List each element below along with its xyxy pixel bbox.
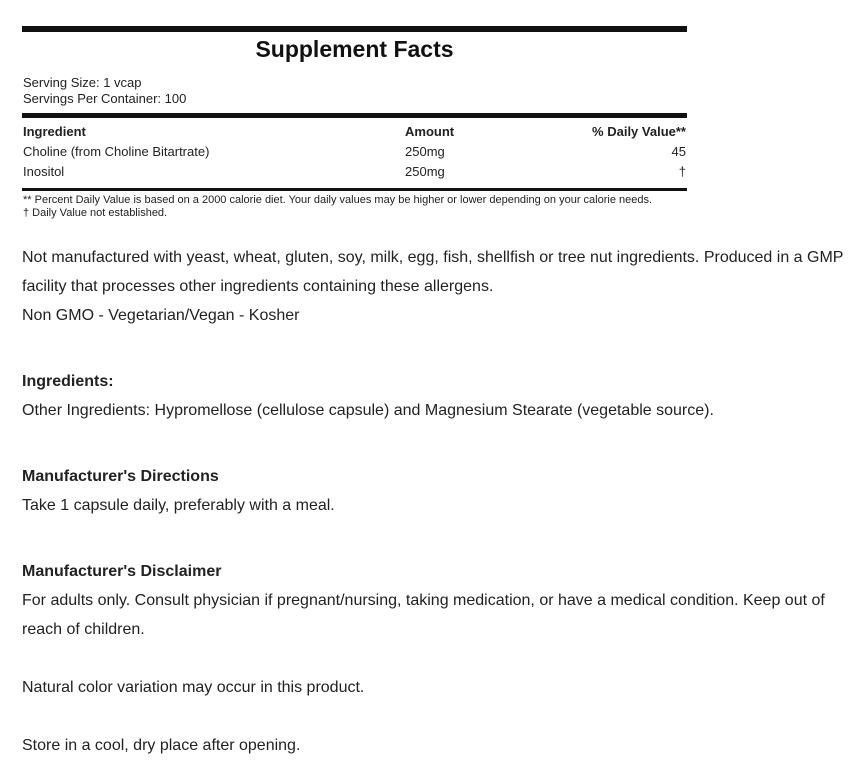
ingredients-heading: Ingredients: [22,373,114,390]
disclaimer-heading: Manufacturer's Disclaimer [22,563,222,580]
facts-table-header-row [22,122,687,142]
supplement-facts-panel [22,26,687,220]
ingredient-cell: Choline (from Choline Bitartrate) [23,144,210,159]
serving-size: Serving Size: 1 vcap [23,75,142,90]
product-details [22,243,852,760]
daily-value-cell: 45 [671,144,686,159]
header-rule [22,113,687,118]
table-row [22,142,687,162]
facts-table [22,122,687,182]
dagger-footnote: † Daily Value not established. [23,207,168,219]
daily-value-cell: † [678,164,686,179]
amount-cell: 250mg [405,164,445,179]
amount-column-header: Amount [405,124,455,139]
daily-value-footnote: ** Percent Daily Value is based on a 2000 calorie diet. Your daily values may be higher or lower depending on your calorie needs. [23,194,653,206]
servings-per-container: Servings Per Container: 100 [23,91,187,106]
color-variation-note: Natural color variation may occur in this product. [22,679,365,696]
ingredient-cell: Inositol [23,164,65,179]
facts-title: Supplement Facts [255,36,454,62]
footer-rule [22,188,687,191]
table-row [22,162,687,182]
storage-note: Store in a cool, dry place after opening. [22,737,301,754]
daily-value-column-header: % Daily Value** [592,124,686,139]
ingredient-column-header: Ingredient [23,124,86,139]
directions-heading: Manufacturer's Directions [22,468,219,485]
amount-cell: 250mg [405,144,445,159]
ingredients-text: Other Ingredients: Hypromellose (cellulose capsule) and Magnesium Stearate (vegetable source). [22,402,714,419]
allergen-statement: Not manufactured with yeast, wheat, gluten, soy, milk, egg, fish, shellfish or tree nut ingredients. Produced in a GMP facility that processes other ingredients containing these allergens. [22,249,844,295]
directions-text: Take 1 capsule daily, preferably with a meal. [22,497,335,514]
disclaimer-text: For adults only. Consult physician if pregnant/nursing, taking medication, or have a medical condition. Keep out of reach of children. [22,592,825,638]
certifications-line: Non GMO - Vegetarian/Vegan - Kosher [22,307,300,324]
